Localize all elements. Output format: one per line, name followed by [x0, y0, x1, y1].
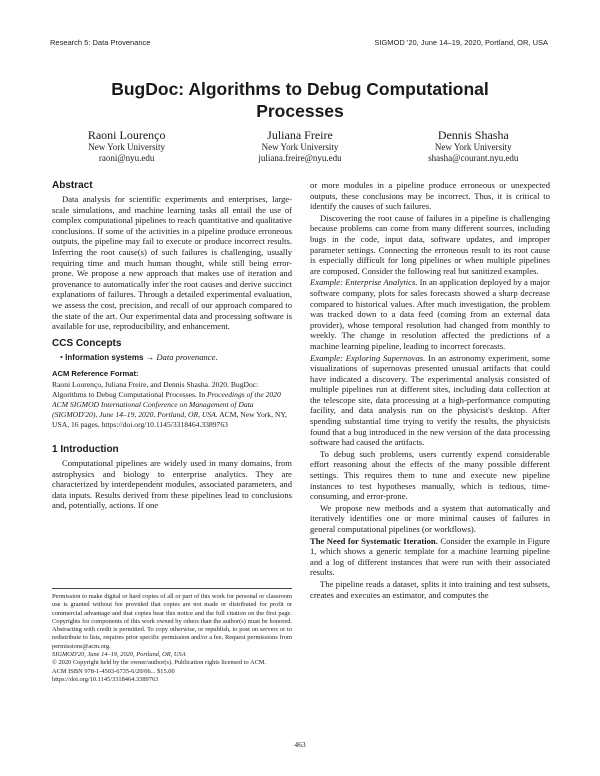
intro-text: Computational pipelines are widely used in many domains, from astrophysics and biology to enterprise analytics. They are characterized by interdependent modules, associated parameters, and data inputs. Results derived from these pipelines lead to conclusions and, potentially, actions. If one	[52, 457, 292, 511]
right-paragraph: We propose new methods and a system that automatically and iteratively identifies one or more minimal causes of failures in general computational pipelines (or workflows).	[310, 502, 550, 534]
footnote-doi: https://doi.org/10.1145/3318464.3389763	[52, 675, 159, 683]
need-label: The Need for Systematic Iteration.	[310, 535, 438, 546]
acm-ref-italic: Proceedings of the 2020 ACM SIGMOD International Conference on Management of Data (SIGMOD'20), June 14–19, 2020, Portland, OR, USA.	[52, 389, 281, 419]
acm-ref-heading: ACM Reference Format:	[52, 369, 139, 379]
author-block	[40, 128, 560, 164]
author-email: raoni@nyu.edu	[98, 153, 155, 163]
author-name: Raoni Lourenço	[87, 128, 166, 142]
ccs-italic: Data provenance	[156, 351, 216, 362]
left-column	[52, 180, 292, 512]
author-email: juliana.freire@nyu.edu	[258, 153, 342, 163]
author-name: Juliana Freire	[267, 128, 333, 142]
title-line-1: BugDoc: Algorithms to Debug Computational	[111, 79, 489, 99]
author	[215, 128, 385, 164]
need-text: Consider the example in Figure 1, which shows a generic template for a machine learning pipeline and a log of different instances that were run with their associated results.	[310, 535, 550, 578]
footnote-text: Permission to make digital or hard copies of all or part of this work for personal or classroom use is granted without fee provided that copies are not made or distributed for profit or commercial advantage and that copies bear this notice and the full citation on the first page. Copyrights for components of this work owned by others than the author(s) must be honored. Abstracting with credit is permitted. To copy otherwise, or republish, to post on servers or to redistribute to lists, requires prior specific permission and/or a fee. Request permissions from permissions@acm.org.	[52, 593, 292, 650]
ccs-bold: Information systems	[65, 352, 144, 362]
right-paragraph: The pipeline reads a dataset, splits it into training and test subsets, creates and executes an estimator, and computes the	[310, 578, 550, 600]
intro-heading: 1 Introduction	[52, 443, 119, 455]
acm-ref-text: Raoni Lourenço, Juliana Freire, and Dennis Shasha. 2020. BugDoc: Algorithms to Debug Computational Processes. In	[52, 379, 259, 399]
author-name: Dennis Shasha	[437, 128, 509, 142]
paper-title	[0, 78, 600, 122]
page-number: 463	[294, 740, 306, 749]
author	[388, 128, 558, 164]
footnote-isbn: ACM ISBN 978-1-4503-6735-6/20/06... $15.00	[52, 667, 175, 675]
example-text: In an application deployed by a major software company, plots for sales forecasts showed a sharp decrease compared to historical values. After much investigation, the problem was tracked down to a data feed (coming from an external data provider), whose temporal resolution had changed from monthly to weekly. The change in resolution affected the predictions of a machine learning pipeline, leading to incorrect forecasts.	[310, 277, 550, 351]
example-text: In an astronomy experiment, some visualizations of supernovas presented unusual artifacts that could have indicated a discovery. The experimental analysis consisted of multiple pipelines run at different sites, including data collection at the telescope site, data processing at a high-performance computing facility, and data analysis run on the physicist's desktop. After spending substantial time trying to verify the results, the physicists found that a bug introduced in the new version of the data processing software had caused the artifacts.	[310, 352, 550, 448]
ccs-heading: CCS Concepts	[52, 337, 122, 349]
footnote-venue: SIGMOD'20, June 14–19, 2020, Portland, OR, USA	[52, 651, 186, 659]
title-line-2: Processes	[256, 101, 344, 121]
author-affiliation: New York University	[261, 142, 339, 152]
right-paragraph: Discovering the root cause of failures in a pipeline is challenging because problems can come from many different sources, including bugs in the code, input data, software updates, and improper parameter settings. Connecting the erroneous result to its root cause is especially difficult for long pipelines or when multiple pipelines are composed. Consider the following real but sanitized examples.	[310, 212, 550, 276]
example-enterprise	[310, 277, 550, 351]
footnote-copyright: © 2020 Copyright held by the owner/author(s). Publication rights licensed to ACM.	[52, 659, 267, 667]
ccs-arrow: →	[145, 351, 155, 362]
acm-ref-body	[52, 380, 292, 430]
ccs-bullet: •	[60, 351, 64, 362]
example-supernovas	[310, 353, 550, 448]
example-label: Example: Exploring Supernovas.	[310, 352, 426, 363]
right-column	[310, 180, 550, 601]
author-affiliation: New York University	[434, 142, 512, 152]
abstract-heading: Abstract	[52, 180, 93, 191]
example-label: Example: Enterprise Analytics.	[310, 277, 418, 288]
right-paragraph: To debug such problems, users currently expend considerable effort reasoning about the effects of the many possible different settings. This requires them to tune and execute new pipeline instances to test hypotheses manually, which is tedious, time-consuming, and error-prone.	[310, 448, 550, 502]
need-paragraph	[310, 536, 550, 578]
running-header-left: Research 5: Data Provenance	[50, 38, 151, 47]
author	[42, 128, 212, 164]
abstract-text: Data analysis for scientific experiments and enterprises, large-scale simulations, and machine learning tasks all entail the use of complex computational pipelines to reach quantitative and qualitative conclusions. If some of the activities in a pipeline produce erroneous outputs, the pipeline may fail to execute or produce incorrect results. Inferring the root cause(s) of such failures is challenging, usually requiring time and much human thought, while still being error-prone. We propose a new approach that makes use of iteration and provenance to automatically infer the root causes and derive succinct explanations of failures. Through a detailed experimental evaluation, we assess the cost, precision, and recall of our approach compared to the state of the art. Our experimental data and processing software is available for use, reproducibility, and enhancement.	[52, 194, 292, 332]
author-email: shasha@courant.nyu.edu	[428, 153, 519, 163]
permission-footnote	[52, 588, 292, 684]
ccs-item	[60, 352, 292, 364]
acm-ref-text-2: ACM, New York, NY, USA, 16 pages. https://doi.org/10.1145/3318464.3389763	[52, 409, 287, 429]
right-paragraph: or more modules in a pipeline produce erroneous or unexpected outputs, these conclusions may be incorrect. Thus, it is critical to identify the causes of such failures.	[310, 180, 550, 212]
ccs-period: .	[215, 351, 218, 362]
running-header-right: SIGMOD '20, June 14–19, 2020, Portland, OR, USA	[374, 38, 548, 47]
author-affiliation: New York University	[88, 142, 166, 152]
